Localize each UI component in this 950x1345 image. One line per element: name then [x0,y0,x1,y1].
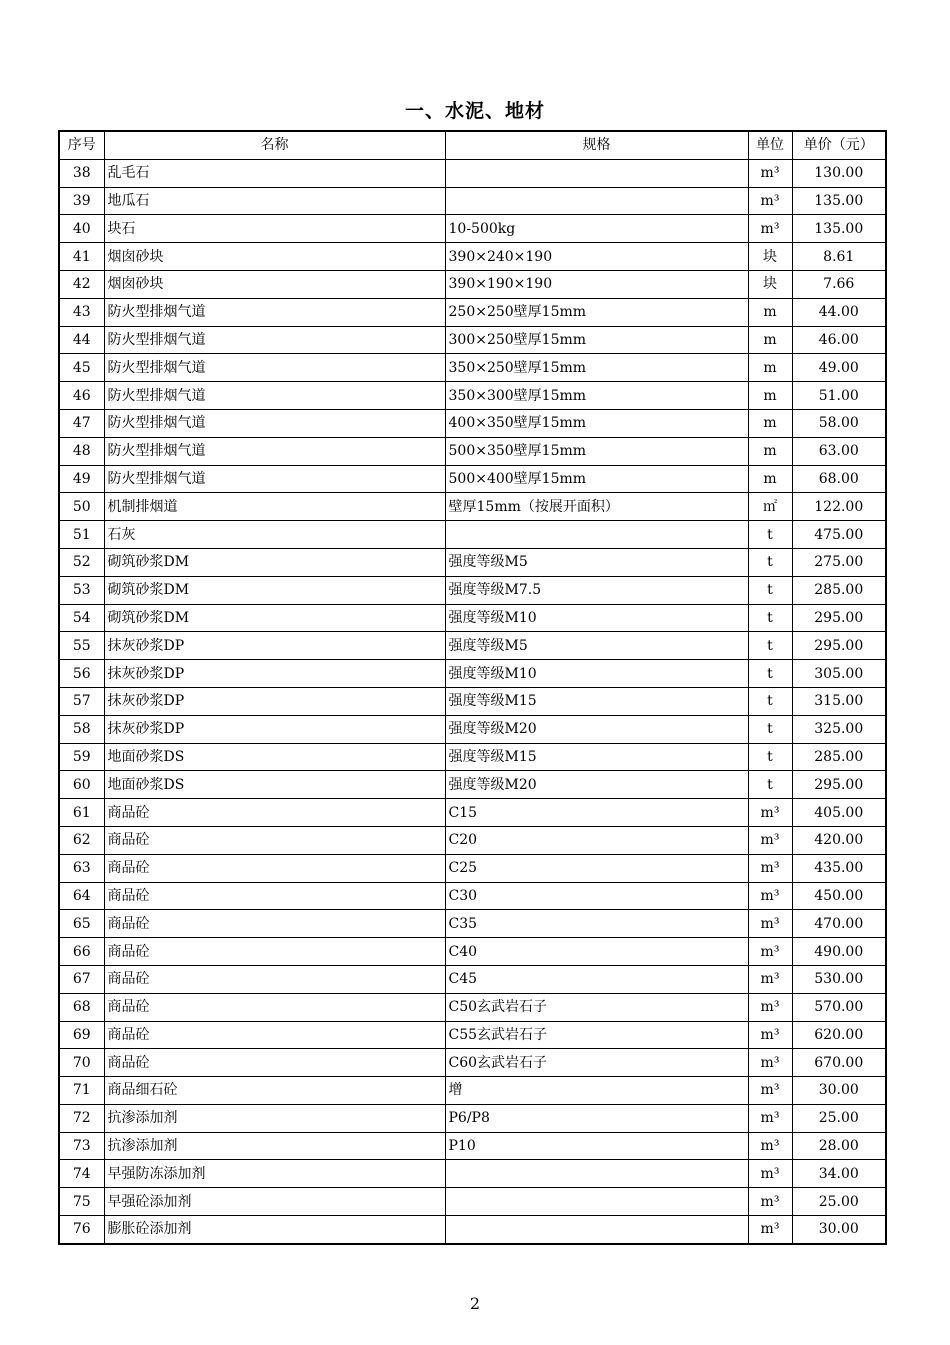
row-unit: t [748,660,792,688]
row-spec: 350×250壁厚15mm [445,354,748,382]
row-price: 475.00 [792,521,886,549]
row-price: 295.00 [792,632,886,660]
row-unit: m³ [748,1104,792,1132]
header-no: 序号 [59,131,104,159]
row-price: 68.00 [792,465,886,493]
row-price: 670.00 [792,1049,886,1077]
table-row [59,854,886,882]
row-number: 53 [59,576,104,604]
row-spec [445,1216,748,1244]
row-price: 285.00 [792,576,886,604]
row-spec: 强度等级M10 [445,604,748,632]
table-row [59,1160,886,1188]
row-number: 39 [59,187,104,215]
table-row [59,1021,886,1049]
table-row [59,215,886,243]
row-spec: 增 [445,1077,748,1105]
table-row [59,1049,886,1077]
row-spec: 强度等级M15 [445,687,748,715]
row-unit: t [748,521,792,549]
row-unit: m³ [748,1216,792,1244]
row-number: 70 [59,1049,104,1077]
row-name: 地瓜石 [104,187,445,215]
row-unit: t [748,548,792,576]
row-number: 48 [59,437,104,465]
row-price: 135.00 [792,187,886,215]
row-spec: 强度等级M10 [445,660,748,688]
row-price: 570.00 [792,993,886,1021]
row-price: 58.00 [792,409,886,437]
row-unit: m [748,354,792,382]
table-row [59,326,886,354]
row-name: 早强砼添加剂 [104,1188,445,1216]
row-name: 商品砼 [104,882,445,910]
row-spec: 500×400壁厚15mm [445,465,748,493]
row-name: 防火型排烟气道 [104,298,445,326]
row-spec: 强度等级M20 [445,771,748,799]
table-row [59,493,886,521]
row-spec: 强度等级M15 [445,743,748,771]
row-name: 烟囱砂块 [104,243,445,271]
row-name: 抹灰砂浆DP [104,687,445,715]
row-spec [445,521,748,549]
row-name: 商品砼 [104,938,445,966]
row-spec: 强度等级M5 [445,548,748,576]
row-spec: C25 [445,854,748,882]
row-price: 25.00 [792,1188,886,1216]
row-name: 膨胀砼添加剂 [104,1216,445,1244]
row-unit: m³ [748,882,792,910]
row-spec [445,1160,748,1188]
table-row [59,660,886,688]
row-name: 防火型排烟气道 [104,465,445,493]
row-number: 51 [59,521,104,549]
row-number: 58 [59,715,104,743]
row-name: 防火型排烟气道 [104,354,445,382]
table-row [59,187,886,215]
row-spec: C15 [445,799,748,827]
row-spec: C50玄武岩石子 [445,993,748,1021]
table-row [59,437,886,465]
row-number: 40 [59,215,104,243]
row-unit: m³ [748,215,792,243]
header-spec: 规格 [445,131,748,159]
row-spec: C55玄武岩石子 [445,1021,748,1049]
row-number: 49 [59,465,104,493]
row-name: 乱毛石 [104,159,445,187]
table-row [59,409,886,437]
row-name: 商品砼 [104,799,445,827]
row-unit: m³ [748,1077,792,1105]
row-number: 71 [59,1077,104,1105]
row-name: 防火型排烟气道 [104,437,445,465]
table-row [59,159,886,187]
row-price: 122.00 [792,493,886,521]
row-name: 石灰 [104,521,445,549]
row-number: 66 [59,938,104,966]
row-spec: 500×350壁厚15mm [445,437,748,465]
row-name: 机制排烟道 [104,493,445,521]
row-unit: m³ [748,993,792,1021]
table-header-row [59,131,886,159]
row-number: 62 [59,826,104,854]
table-row [59,1132,886,1160]
row-unit: t [748,576,792,604]
row-number: 69 [59,1021,104,1049]
row-name: 商品砼 [104,1049,445,1077]
table-row [59,965,886,993]
row-number: 76 [59,1216,104,1244]
table-row [59,1188,886,1216]
row-spec [445,187,748,215]
row-price: 470.00 [792,910,886,938]
row-spec: 250×250壁厚15mm [445,298,748,326]
row-price: 49.00 [792,354,886,382]
table-row [59,465,886,493]
table-row [59,354,886,382]
row-number: 65 [59,910,104,938]
row-unit: m³ [748,1160,792,1188]
row-price: 295.00 [792,604,886,632]
row-spec: 强度等级M5 [445,632,748,660]
row-unit: 块 [748,270,792,298]
table-row [59,993,886,1021]
row-unit: t [748,743,792,771]
row-name: 砌筑砂浆DM [104,548,445,576]
row-price: 130.00 [792,159,886,187]
row-price: 135.00 [792,215,886,243]
row-price: 8.61 [792,243,886,271]
row-spec: C35 [445,910,748,938]
row-number: 41 [59,243,104,271]
row-price: 420.00 [792,826,886,854]
row-name: 防火型排烟气道 [104,382,445,410]
row-spec: 强度等级M20 [445,715,748,743]
table-row [59,799,886,827]
row-number: 72 [59,1104,104,1132]
row-name: 防火型排烟气道 [104,326,445,354]
row-price: 315.00 [792,687,886,715]
row-unit: m³ [748,159,792,187]
header-unit: 单位 [748,131,792,159]
row-unit: m³ [748,187,792,215]
row-spec: 350×300壁厚15mm [445,382,748,410]
row-unit: t [748,715,792,743]
row-number: 44 [59,326,104,354]
table-row [59,910,886,938]
row-unit: m [748,465,792,493]
row-spec [445,1188,748,1216]
table-row [59,687,886,715]
row-name: 商品砼 [104,826,445,854]
row-price: 285.00 [792,743,886,771]
row-number: 74 [59,1160,104,1188]
table-row [59,1216,886,1244]
row-unit: m³ [748,854,792,882]
row-name: 抹灰砂浆DP [104,632,445,660]
row-unit: t [748,687,792,715]
row-name: 地面砂浆DS [104,743,445,771]
row-number: 68 [59,993,104,1021]
table-body [59,159,886,1244]
row-unit: m [748,298,792,326]
row-price: 30.00 [792,1077,886,1105]
row-name: 商品砼 [104,910,445,938]
page-number: 2 [469,1294,481,1313]
row-spec: P6/P8 [445,1104,748,1132]
row-spec: C40 [445,938,748,966]
price-table [58,130,887,1245]
row-unit: m³ [748,965,792,993]
row-price: 25.00 [792,1104,886,1132]
row-name: 防火型排烟气道 [104,409,445,437]
row-spec: 400×350壁厚15mm [445,409,748,437]
table-row [59,826,886,854]
table-row [59,938,886,966]
row-price: 305.00 [792,660,886,688]
row-spec: 300×250壁厚15mm [445,326,748,354]
table-row [59,576,886,604]
row-unit: m³ [748,1049,792,1077]
row-number: 43 [59,298,104,326]
row-unit: m³ [748,910,792,938]
row-name: 商品砼 [104,854,445,882]
row-price: 28.00 [792,1132,886,1160]
table-row [59,715,886,743]
row-spec: C30 [445,882,748,910]
row-name: 抗渗添加剂 [104,1132,445,1160]
table-row [59,1077,886,1105]
row-price: 46.00 [792,326,886,354]
row-price: 275.00 [792,548,886,576]
row-number: 75 [59,1188,104,1216]
row-name: 抗渗添加剂 [104,1104,445,1132]
row-spec: P10 [445,1132,748,1160]
row-unit: m [748,326,792,354]
row-number: 38 [59,159,104,187]
table-row [59,521,886,549]
row-unit: m [748,382,792,410]
row-price: 7.66 [792,270,886,298]
table-row [59,298,886,326]
table-row [59,382,886,410]
row-unit: t [748,771,792,799]
row-unit: t [748,632,792,660]
row-price: 450.00 [792,882,886,910]
row-price: 44.00 [792,298,886,326]
page-title: 一、水泥、地材 [404,100,545,122]
row-spec: C20 [445,826,748,854]
row-price: 530.00 [792,965,886,993]
row-unit: t [748,604,792,632]
row-name: 砌筑砂浆DM [104,576,445,604]
row-name: 抹灰砂浆DP [104,715,445,743]
table-row [59,632,886,660]
header-name: 名称 [104,131,445,159]
row-price: 51.00 [792,382,886,410]
table-row [59,604,886,632]
row-number: 56 [59,660,104,688]
row-number: 42 [59,270,104,298]
row-name: 商品砼 [104,965,445,993]
row-number: 63 [59,854,104,882]
table-row [59,743,886,771]
row-price: 30.00 [792,1216,886,1244]
table-row [59,548,886,576]
row-unit: m³ [748,826,792,854]
row-unit: 块 [748,243,792,271]
row-spec: 10-500kg [445,215,748,243]
row-name: 商品砼 [104,993,445,1021]
row-number: 55 [59,632,104,660]
row-unit: m³ [748,1132,792,1160]
row-number: 45 [59,354,104,382]
row-name: 地面砂浆DS [104,771,445,799]
row-name: 块石 [104,215,445,243]
row-number: 52 [59,548,104,576]
table-row [59,771,886,799]
row-spec: C60玄武岩石子 [445,1049,748,1077]
row-spec [445,159,748,187]
row-number: 54 [59,604,104,632]
row-number: 46 [59,382,104,410]
row-number: 67 [59,965,104,993]
row-spec: 壁厚15mm（按展开面积） [445,493,748,521]
row-price: 295.00 [792,771,886,799]
row-unit: m³ [748,1021,792,1049]
row-spec: 390×240×190 [445,243,748,271]
row-unit: m³ [748,799,792,827]
row-number: 64 [59,882,104,910]
row-name: 商品砼 [104,1021,445,1049]
row-price: 405.00 [792,799,886,827]
row-price: 620.00 [792,1021,886,1049]
row-price: 63.00 [792,437,886,465]
row-unit: ㎡ [748,493,792,521]
row-price: 325.00 [792,715,886,743]
table-row [59,243,886,271]
row-number: 59 [59,743,104,771]
table-row [59,270,886,298]
header-price: 单价（元） [792,131,886,159]
row-unit: m³ [748,1188,792,1216]
row-price: 490.00 [792,938,886,966]
row-name: 抹灰砂浆DP [104,660,445,688]
row-number: 50 [59,493,104,521]
row-unit: m [748,409,792,437]
row-unit: m³ [748,938,792,966]
row-number: 73 [59,1132,104,1160]
row-unit: m [748,437,792,465]
row-spec: C45 [445,965,748,993]
table-row [59,1104,886,1132]
table-row [59,882,886,910]
row-number: 47 [59,409,104,437]
row-number: 61 [59,799,104,827]
row-name: 早强防冻添加剂 [104,1160,445,1188]
row-name: 商品细石砼 [104,1077,445,1105]
row-name: 烟囱砂块 [104,270,445,298]
row-spec: 强度等级M7.5 [445,576,748,604]
row-number: 57 [59,687,104,715]
row-spec: 390×190×190 [445,270,748,298]
row-name: 砌筑砂浆DM [104,604,445,632]
row-price: 34.00 [792,1160,886,1188]
row-number: 60 [59,771,104,799]
row-price: 435.00 [792,854,886,882]
